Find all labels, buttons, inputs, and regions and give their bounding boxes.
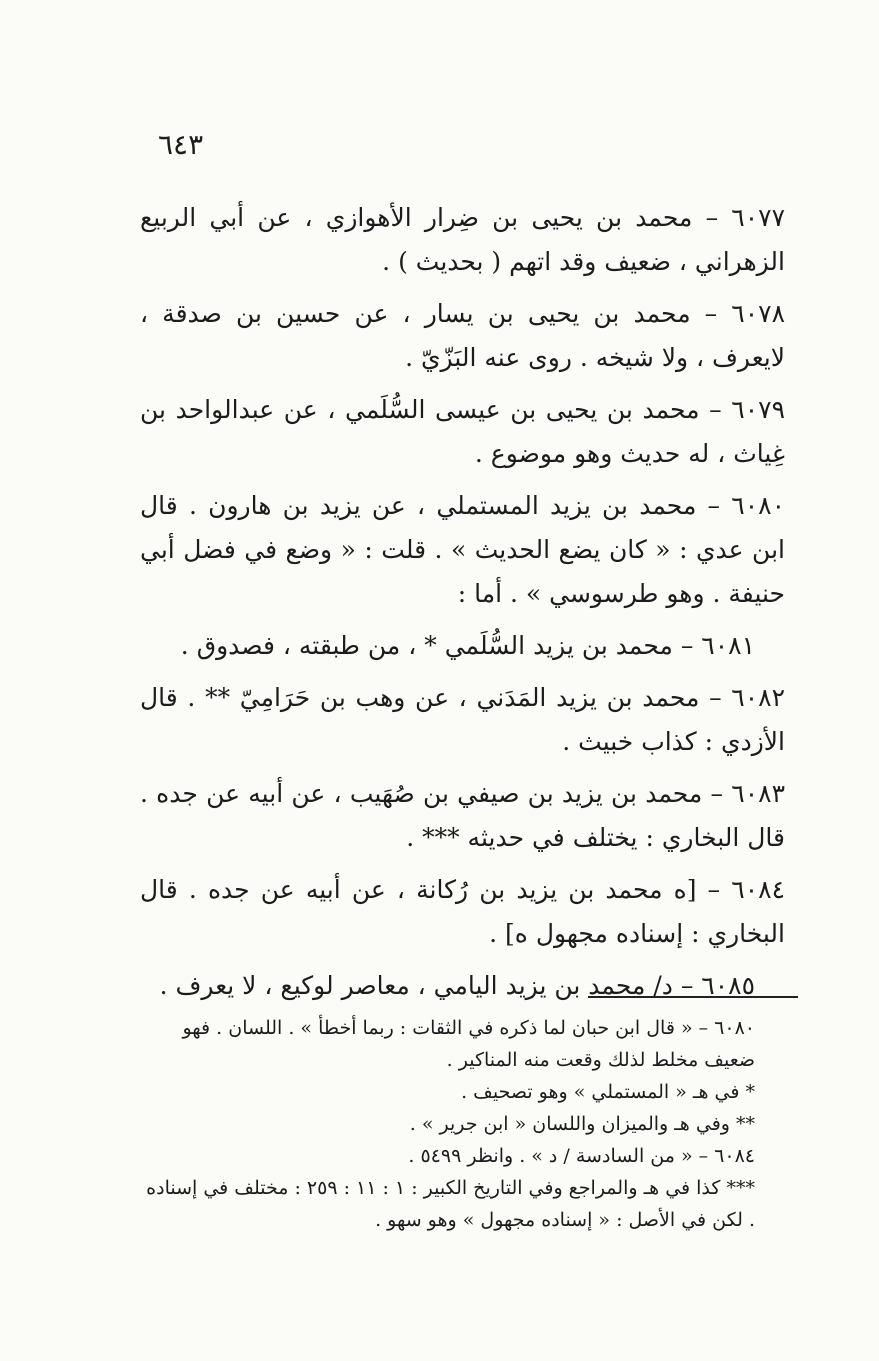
footnote-6080: ٦٠٨٠ – « قال ابن حبان لما ذكره في الثقات : ربما أخطأ » . اللسان . فهو ضعيف مخلط لذلك وقعت منه المناكير . — [182, 1017, 755, 1071]
entry-6081: ٦٠٨١ – محمد بن يزيد السُّلَمي * ، من طبقته ، فصدوق . — [180, 631, 755, 660]
footnote-6084: ٦٠٨٤ – « من السادسة / د » . وانظر ٥٤٩٩ . — [408, 1145, 755, 1167]
entry-6077: ٦٠٧٧ – محمد بن يحيى بن ضِرار الأهوازي ، عن أبي الربيع الزهراني ، ضعيف وقد اتهم ( بحديث ) . — [140, 203, 785, 276]
entry-6078: ٦٠٧٨ – محمد بن يحيى بن يسار ، عن حسين بن صدقة ، لايعرف ، ولا شيخه . روى عنه البَزّيّ . — [140, 299, 785, 372]
entries-list — [140, 196, 785, 1016]
footnote-star-3: *** كذا في هـ والمراجع وفي التاريخ الكبير : ١ : ١١ : ٢٥٩ : مختلف في إسناده . لكن في الأصل : « إسناده مجهول » وهو سهو . — [146, 1177, 755, 1231]
footnote-divider — [588, 996, 798, 998]
footnotes — [140, 1012, 785, 1236]
page-number: ٦٤٣ — [158, 128, 204, 161]
entry-6085: ٦٠٨٥ – د/ محمد بن يزيد اليامي ، معاصر لوكيع ، لا يعرف . — [159, 971, 755, 1000]
entry-6083: ٦٠٨٣ – محمد بن يزيد بن صيفي بن صُهَيب ، عن أبيه عن جده . قال البخاري : يختلف في حديثه *** . — [140, 779, 785, 852]
footnote-star-2: ** وفي هـ والميزان واللسان « ابن جرير » . — [409, 1113, 755, 1135]
entry-6084: ٦٠٨٤ – [ه محمد بن يزيد بن رُكانة ، عن أبيه عن جده . قال البخاري : إسناده مجهول ه] . — [140, 875, 785, 948]
entry-6079: ٦٠٧٩ – محمد بن يحيى بن عيسى السُّلَمي ، عن عبدالواحد بن غِياث ، له حديث وهو موضوع . — [140, 395, 785, 468]
footnote-star-1: * في هـ « المستملي » وهو تصحيف . — [461, 1081, 755, 1103]
entry-6080: ٦٠٨٠ – محمد بن يزيد المستملي ، عن يزيد بن هارون . قال ابن عدي : « كان يضع الحديث » . قلت : « وضع في فضل أبي حنيفة . وهو طرسوسي » . أما : — [140, 491, 785, 608]
entry-6082: ٦٠٨٢ – محمد بن يزيد المَدَني ، عن وهب بن حَرَامِيّ ** . قال الأزدي : كذاب خبيث . — [140, 683, 785, 756]
